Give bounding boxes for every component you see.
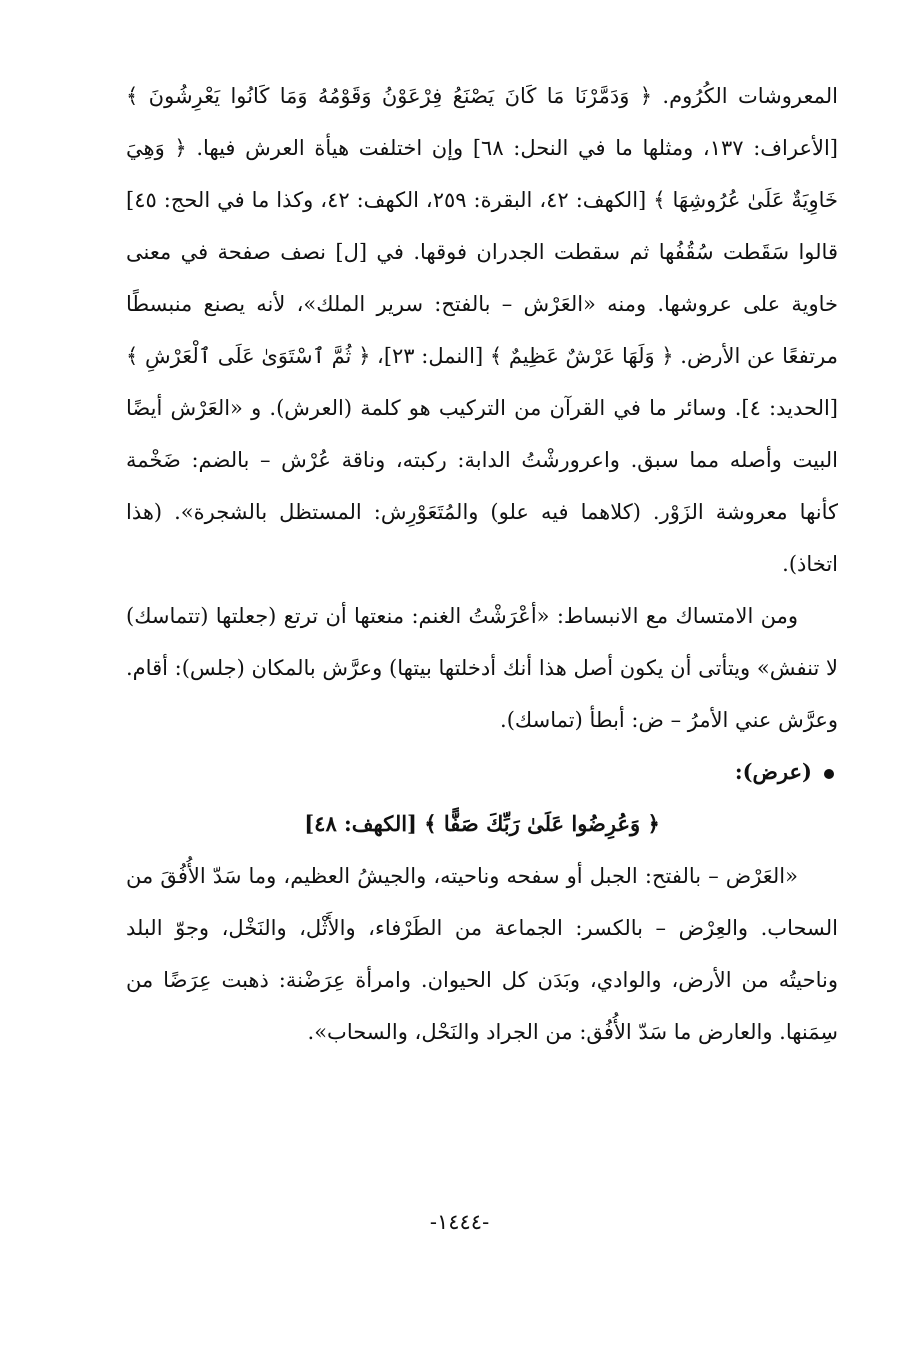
page-body (126, 70, 838, 1058)
section-heading-text: (عرض): (734, 759, 812, 784)
paragraph-imtisak: ومن الامتساك مع الانبساط: «أعْرَشْتُ الغنم: منعتها أن ترتع (جعلتها (تتماسك) لا تنفش» ويتأتى أن يكون أصل هذا أنك أدخلتها بيتها) وعرَّش بالمكان (جلس): أقام. وعرَّش عني الأمرُ – ض: أبطأ (تماسك). (126, 604, 838, 732)
paragraph-arsh-meaning: المعروشات الكُرُوم. ﴿ وَدَمَّرْنَا مَا كَانَ يَصْنَعُ فِرْعَوْنُ وَقَوْمُهُ وَمَا كَانُوا يَعْرِشُونَ ﴾ [الأعراف: ١٣٧، ومثلها ما في النحل: ٦٨] وإن اختلفت هيأة العرش فيها. ﴿ وَهِيَ خَاوِيَةٌ عَلَىٰ عُرُوشِهَا ﴾ [الكهف: ٤٢، البقرة: ٢٥٩، الكهف: ٤٢، وكذا ما في الحج: ٤٥] قالوا سَقَطت سُقُفُها ثم سقطت الجدران فوقها. في [ل] نصف صفحة في معنى خاوية على عروشها. ومنه «العَرْش – بالفتح: سرير الملك»، لأنه يصنع منبسطًا مرتفعًا عن الأرض. ﴿ وَلَهَا عَرْشٌ عَظِيمٌ ﴾ [النمل: ٢٣]، ﴿ ثُمَّ ٱسْتَوَىٰ عَلَى ٱلْعَرْشِ ﴾ [الحديد: ٤]. وسائر ما في القرآن من التركيب هو كلمة (العرش). و «العَرْش أيضًا البيت وأصله مما سبق. واعرورشْتُ الدابة: ركبته، وناقة عُرْش – بالضم: ضَخْمة كأنها معروشة الزَوْر. (كلاهما فيه علو) والمُتَعَوْرِش: المستظل بالشجرة». (هذا اتخاذ). (126, 84, 838, 576)
section-heading (126, 746, 838, 798)
paragraph-ard-meaning: «العَرْض – بالفتح: الجبل أو سفحه وناحيته، والجيشُ العظيم، وما سَدّ الأُفُقَ من السحاب. والعِرْض – بالكسر: الجماعة من الطَرْفاء، والأَثْل، والنَخْل، وجوّ البلد وناحيتُه من الأرض، والوادي، وبَدَن كل الحيوان. وامرأة عِرَضْنة: ذهبت عِرَضًا من سِمَنها. والعارض ما سَدّ الأُفُق: من الجراد والنَحْل، والسحاب». (126, 864, 838, 1044)
bullet-icon (824, 769, 834, 779)
page-number: -١٤٤٤- (429, 1210, 490, 1234)
quran-verse: ﴿ وَعُرِضُوا عَلَىٰ رَبِّكَ صَفًّا ﴾ [الكهف: ٤٨] (304, 811, 660, 836)
